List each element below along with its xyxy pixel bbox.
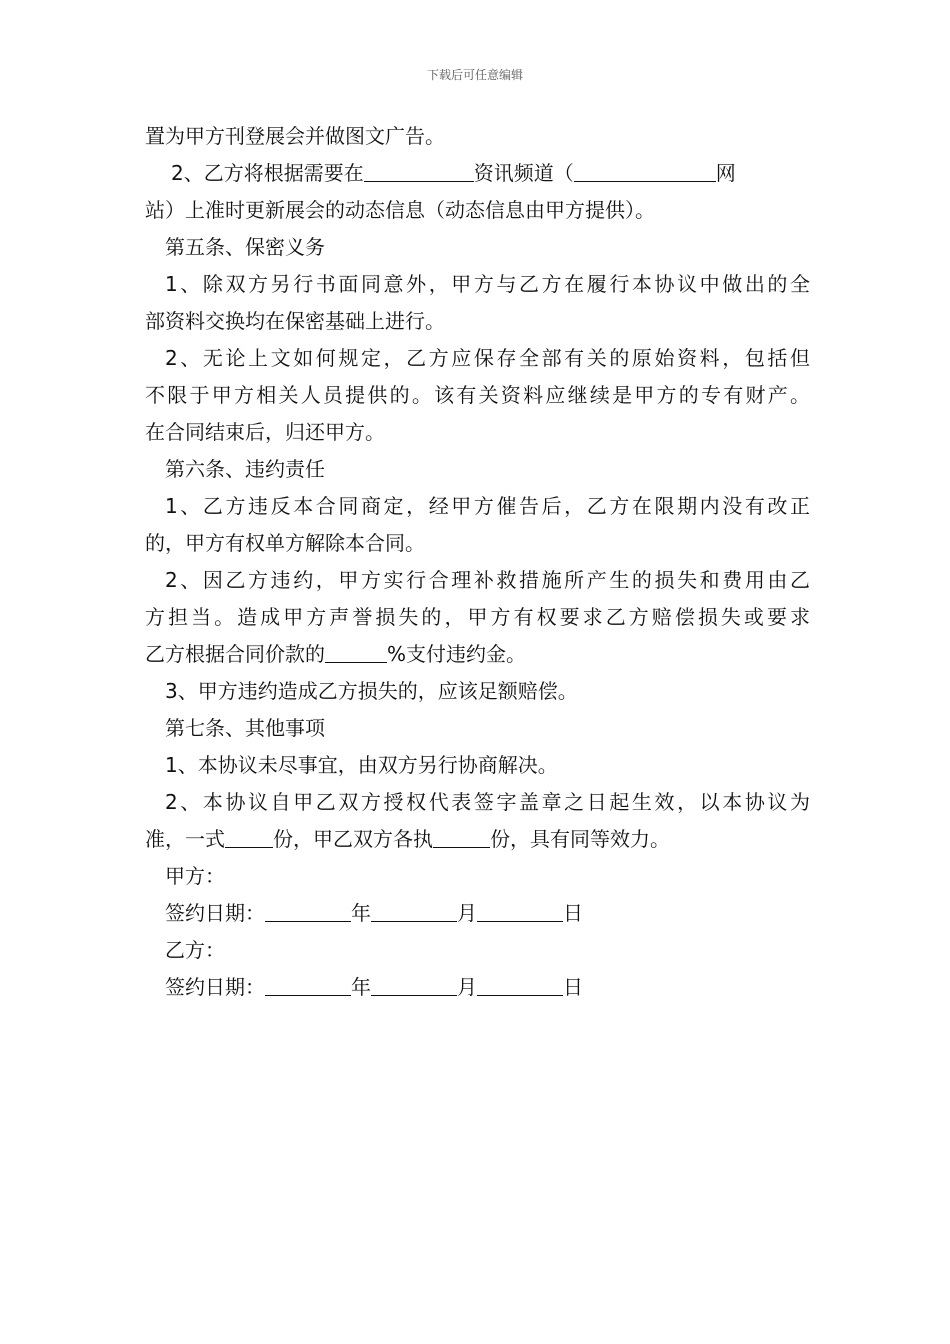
paragraph-line: 1、除双方另行书面同意外，甲方与乙方在履行本协议中做出的全 — [165, 272, 810, 296]
paragraph-line: 在合同结束后，归还甲方。 — [145, 420, 385, 444]
text-segment: 日 — [563, 975, 583, 999]
blank-field-website — [574, 157, 716, 182]
paragraph-line: 置为甲方刊登展会并做图文广告。 — [145, 124, 445, 148]
text-segment: 年 — [351, 901, 371, 925]
text-segment: 份，具有同等效力。 — [490, 827, 670, 851]
blank-field-day — [477, 971, 563, 996]
text-segment: %支付违约金。 — [387, 642, 527, 666]
paragraph-line — [145, 821, 810, 858]
text-segment: 月 — [457, 975, 477, 999]
section-heading: 第七条、其他事项 — [165, 716, 325, 740]
text-segment: 签约日期： — [165, 975, 265, 999]
paragraph-line: 1、本协议未尽事宜，由双方另行协商解决。 — [165, 753, 558, 777]
text-segment: 日 — [563, 901, 583, 925]
paragraph-line: 2、无论上文如何规定，乙方应保存全部有关的原始资料，包括但 — [165, 346, 810, 370]
page-header: 下载后可任意编辑 — [426, 68, 523, 82]
paragraph-line: 3、甲方违约造成乙方损失的，应该足额赔偿。 — [165, 679, 578, 703]
text-segment: 2、乙方将根据需要在 — [171, 161, 364, 185]
section-heading: 第五条、保密义务 — [165, 235, 325, 259]
text-segment: 网 — [715, 161, 736, 185]
text-segment: 月 — [457, 901, 477, 925]
paragraph-line: 2、因乙方违约，甲方实行合理补救措施所产生的损失和费用由乙 — [165, 568, 810, 592]
blank-field-percent — [325, 638, 387, 663]
text-segment: 份，甲乙双方各执 — [273, 827, 433, 851]
signing-date-a — [145, 895, 810, 932]
blank-field-copies — [225, 823, 273, 848]
blank-field-each-copies — [433, 823, 490, 848]
paragraph-line: 站）上准时更新展会的动态信息（动态信息由甲方提供）。 — [145, 198, 655, 222]
blank-field-year — [265, 971, 351, 996]
party-b-label: 乙方： — [165, 938, 225, 962]
text-segment: 年 — [351, 975, 371, 999]
text-segment: 资讯频道（ — [473, 161, 574, 185]
blank-field-month — [371, 897, 457, 922]
party-a-label: 甲方： — [165, 864, 225, 888]
paragraph-line: 方担当。造成甲方声誉损失的，甲方有权要求乙方赔偿损失或要求 — [145, 605, 810, 629]
paragraph-line: 2、本协议自甲乙双方授权代表签字盖章之日起生效，以本协议为 — [165, 790, 810, 814]
blank-field-year — [265, 897, 351, 922]
text-segment: 签约日期： — [165, 901, 265, 925]
blank-field-day — [477, 897, 563, 922]
paragraph-line: 1、乙方违反本合同商定，经甲方催告后，乙方在限期内没有改正 — [165, 494, 810, 518]
paragraph-line: 的，甲方有权单方解除本合同。 — [145, 531, 425, 555]
blank-field-month — [371, 971, 457, 996]
paragraph-line — [145, 155, 810, 192]
paragraph-line — [145, 636, 810, 673]
section-heading: 第六条、违约责任 — [165, 457, 325, 481]
blank-field-channel — [364, 157, 474, 182]
contract-body — [145, 118, 810, 1006]
paragraph-line: 部资料交换均在保密基础上进行。 — [145, 309, 445, 333]
text-segment: 乙方根据合同价款的 — [145, 642, 325, 666]
signing-date-b — [145, 969, 810, 1006]
paragraph-line: 不限于甲方相关人员提供的。该有关资料应继续是甲方的专有财产。 — [145, 383, 810, 407]
text-segment: 准，一式 — [145, 827, 225, 851]
